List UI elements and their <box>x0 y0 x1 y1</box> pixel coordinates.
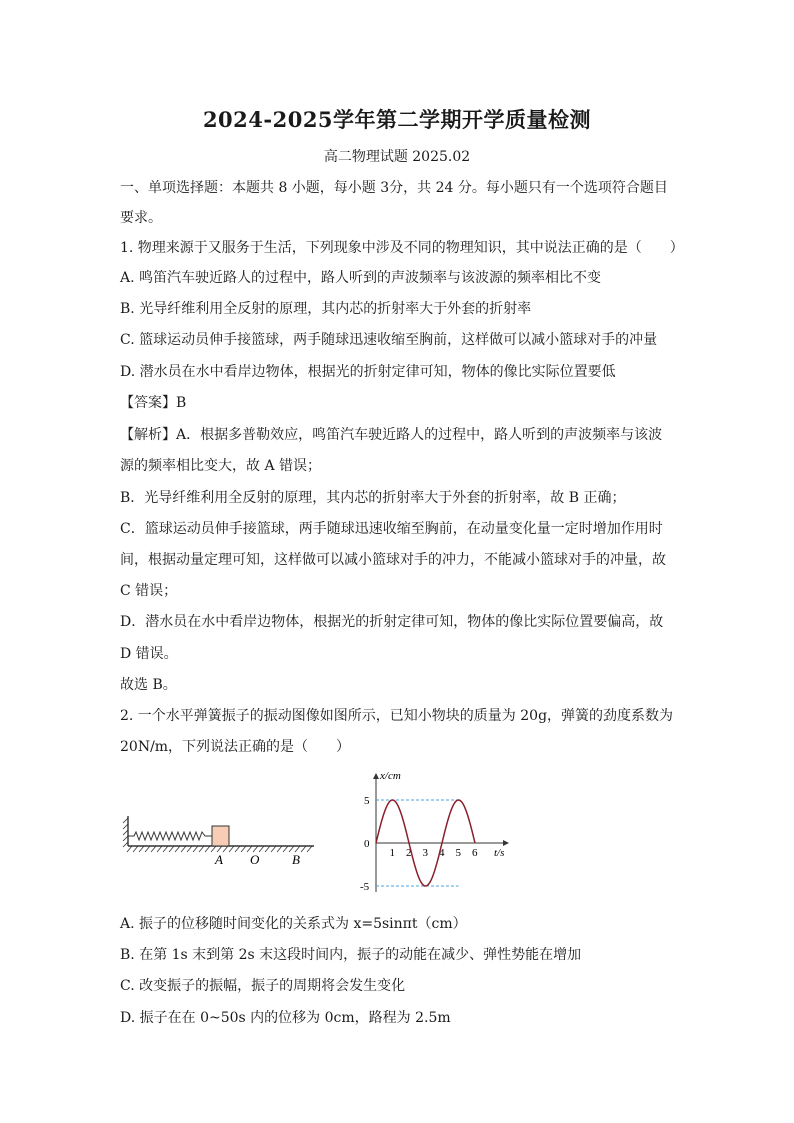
q1-option-c: C. 篮球运动员伸手接篮球，两手随球迅速收缩至胸前，这样做可以减小篮球对手的冲量 <box>120 332 658 348</box>
displacement-time-graph <box>350 768 510 898</box>
y-tick-label: -5 <box>360 881 370 893</box>
x-tick-label: 3 <box>422 847 428 859</box>
q1-answer: 【答案】B <box>120 395 187 411</box>
x-tick-label: 5 <box>455 847 461 859</box>
q1-analysis-line: C 错误； <box>120 583 178 599</box>
q2-option-c: C. 改变振子的振幅，振子的周期将会发生变化 <box>120 978 406 994</box>
section-heading-line1: 一、单项选择题：本题共 8 小题，每小题 3分，共 24 分。每小题只有一个选项符合题目 <box>120 180 668 196</box>
q1-analysis-line: D．潜水员在水中看岸边物体，根据光的折射定律可知，物体的像比实际位置要偏高，故 <box>120 614 664 630</box>
page-title: 2024-2025学年第二学期开学质量检测 <box>202 107 592 132</box>
q1-analysis-line: B．光导纤维利用全反射的原理，其内芯的折射率大于外套的折射率，故 B 正确； <box>120 490 626 506</box>
x-tick-label: 1 <box>389 847 395 859</box>
q2-option-d: D. 振子在在 0~50s 内的位移为 0cm，路程为 2.5m <box>120 1010 451 1026</box>
spring <box>128 832 212 840</box>
q2-stem-line2: 20N/m，下列说法正确的是（ ） <box>120 739 351 755</box>
section-heading-line2: 要求。 <box>120 210 162 226</box>
y-tick-label: 0 <box>364 838 370 850</box>
label-o: O <box>250 852 260 867</box>
x-tick-label: 2 <box>406 847 412 859</box>
q2-option-b: B. 在第 1s 末到第 2s 末这段时间内，振子的动能在减少、弹性势能在增加 <box>120 947 582 963</box>
q1-stem: 1. 物理来源于又服务于生活，下列现象中涉及不同的物理知识，其中说法正确的是（ ） <box>120 240 684 256</box>
block <box>212 826 229 846</box>
page-subtitle: 高二物理试题 2025.02 <box>323 149 471 165</box>
y-axis-label: x/cm <box>380 770 401 782</box>
label-a: A <box>215 852 223 867</box>
q1-option-d: D. 潜水员在水中看岸边物体，根据光的折射定律可知，物体的像比实际位置要低 <box>120 364 616 380</box>
q1-analysis-line: C．篮球运动员伸手接篮球，两手随球迅速收缩至胸前，在动量变化量一定时增加作用时 <box>120 521 663 537</box>
q1-option-b: B. 光导纤维利用全反射的原理，其内芯的折射率大于外套的折射率 <box>120 301 532 317</box>
y-tick-label: 5 <box>364 795 370 807</box>
q1-analysis-line: 【解析】A．根据多普勒效应，鸣笛汽车驶近路人的过程中，路人听到的声波频率与该波 <box>120 427 663 443</box>
q1-analysis-line: D 错误。 <box>120 646 178 662</box>
x-tick-label: 6 <box>472 847 478 859</box>
x-tick-label: 4 <box>439 847 445 859</box>
label-b: B <box>292 852 300 867</box>
q1-analysis-line: 故选 B。 <box>120 677 177 693</box>
q2-stem-line1: 2. 一个水平弹簧振子的振动图像如图所示，已知小物块的质量为 20g，弹簧的劲度系数为 <box>120 708 674 724</box>
q1-analysis-line: 源的频率相比变大，故 A 错误； <box>120 458 322 474</box>
q1-option-a: A. 鸣笛汽车驶近路人的过程中，路人听到的声波频率与该波源的频率相比不变 <box>120 270 602 286</box>
q1-analysis-line: 间，根据动量定理可知，这样做可以减小篮球对手的冲力，不能减小篮球对手的冲量，故 <box>120 552 666 568</box>
x-axis-label: t/s <box>494 847 505 859</box>
q2-option-a: A. 振子的位移随时间变化的关系式为 x=5sinπt（cm） <box>120 916 467 932</box>
spring-oscillator-figure <box>122 810 322 870</box>
